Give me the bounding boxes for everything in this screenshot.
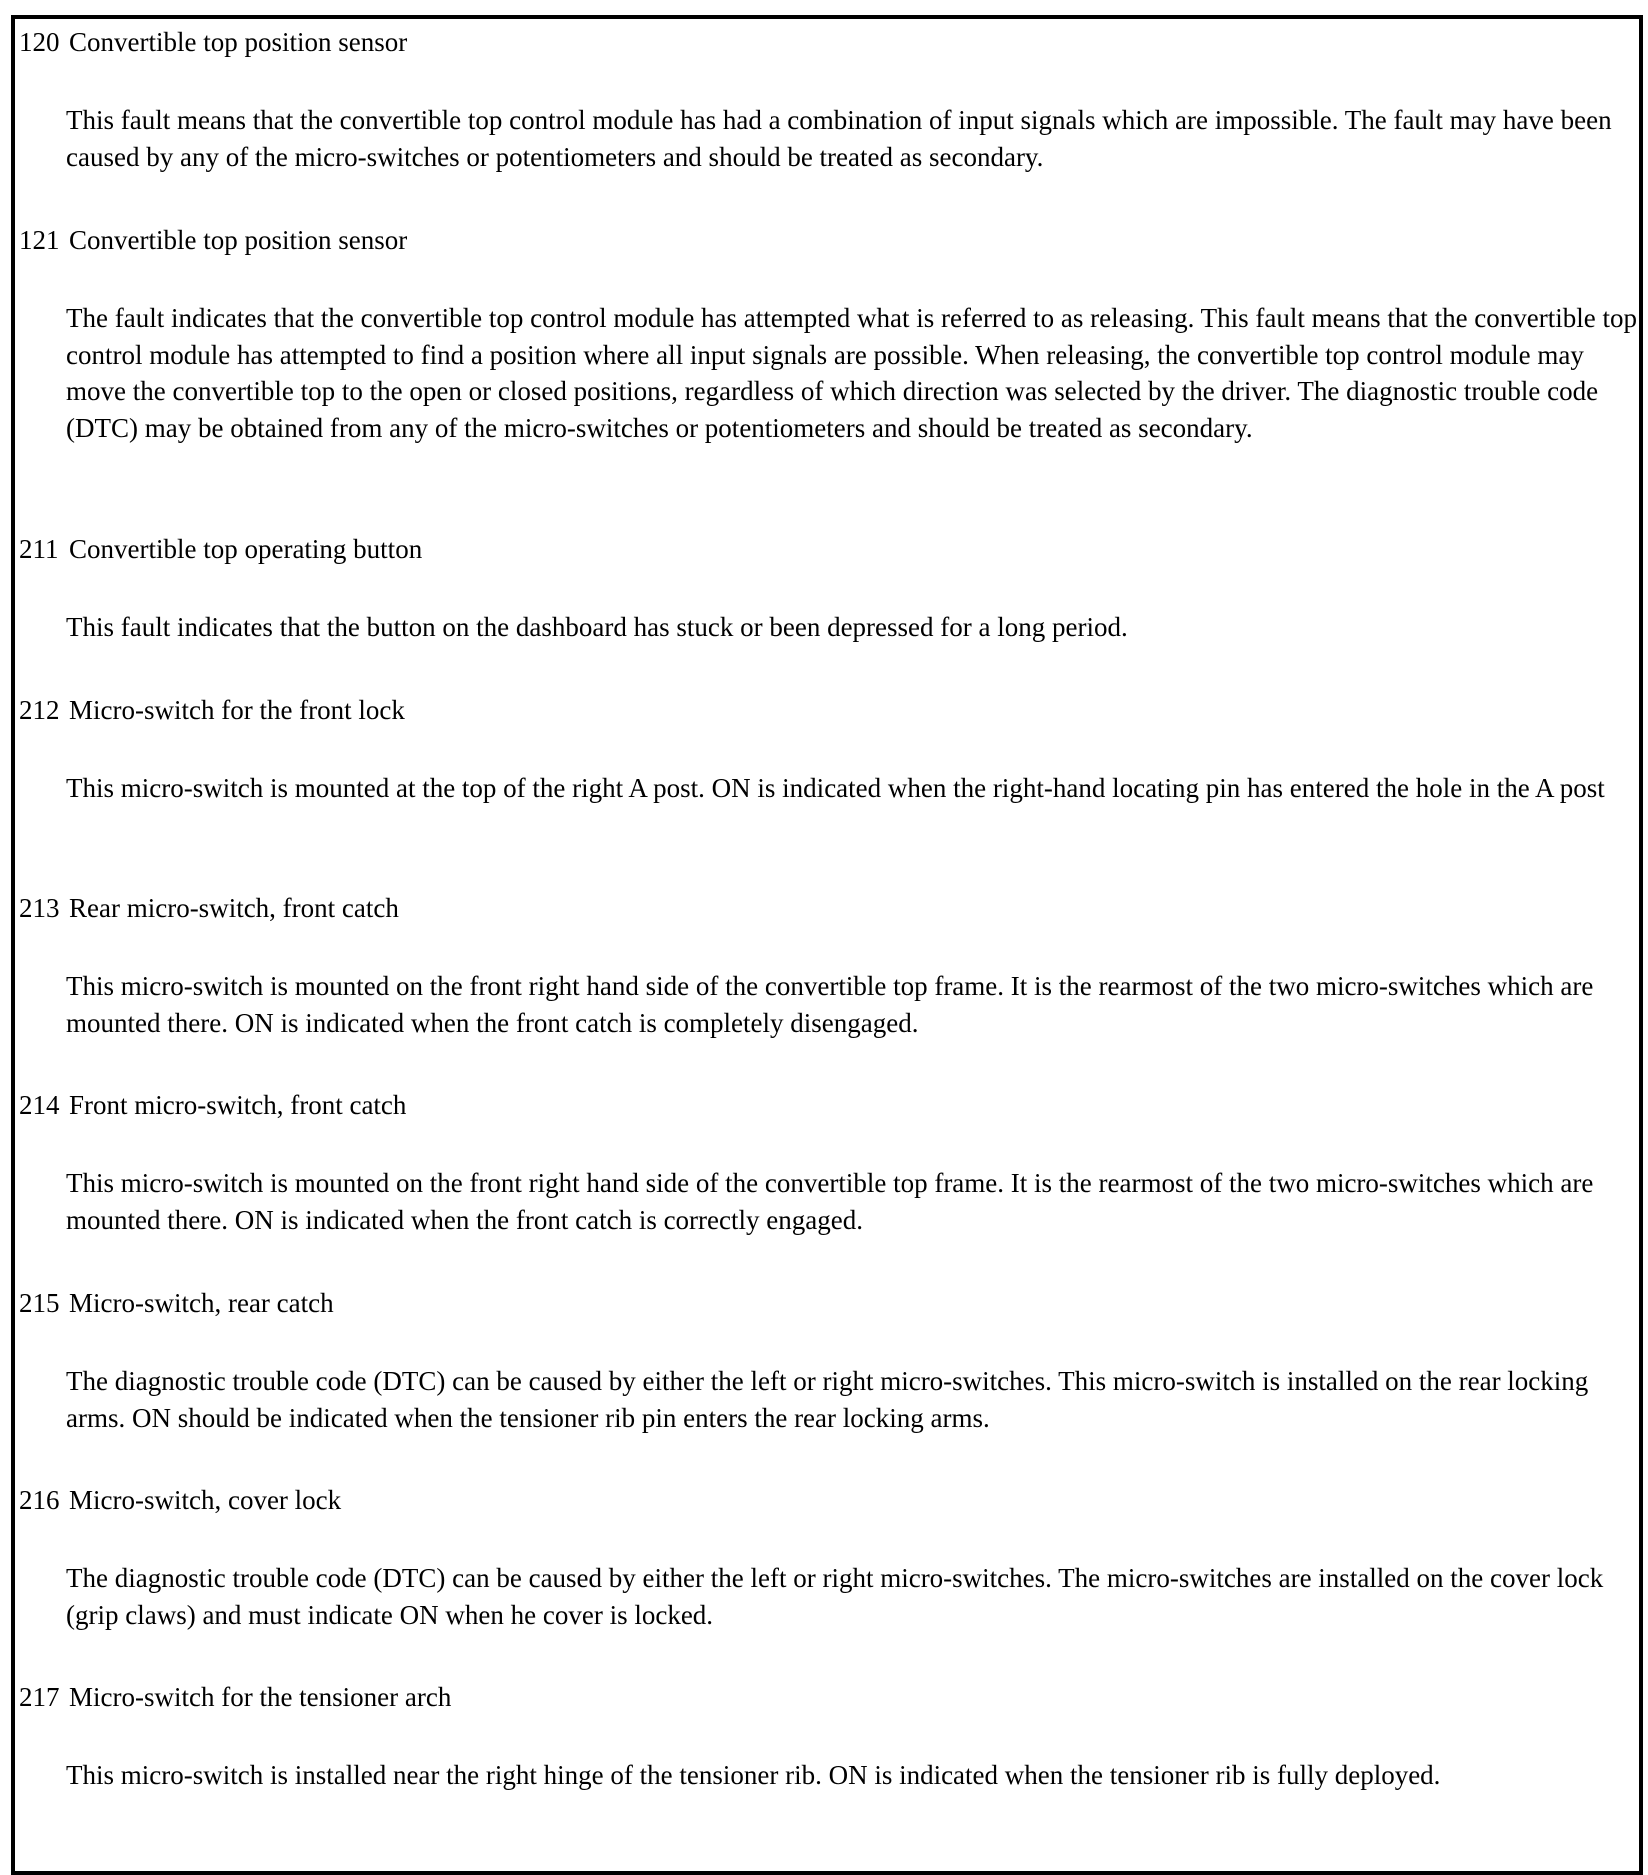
fault-description: This micro-switch is installed near the right hinge of the tensioner rib. ON is indicated when the tensioner rib is fully deployed. [66,1760,1441,1790]
fault-heading [19,531,422,567]
fault-heading [19,1087,406,1123]
fault-title: Micro-switch, rear catch [69,1288,334,1318]
fault-description: The diagnostic trouble code (DTC) can be caused by either the left or right micro-switches. This micro-switch is installed on the rear locking arms. ON should be indicated when the tensioner rib pin enters the rear locking arms. [66,1366,1589,1433]
fault-description: The fault indicates that the convertible top control module has attempted what is referred to as releasing. This fault means that the convertible top control module has attempted to find a position where all input signals are possible. When releasing, the convertible top control module may move the convertible top to the open or closed positions, regardless of which direction was selected by the driver. The diagnostic trouble code (DTC) may be obtained from any of the micro-switches or potentiometers and should be treated as secondary. [66,303,1637,443]
fault-description: This micro-switch is mounted at the top of the right A post. ON is indicated when the right-hand locating pin has entered the hole in the A post [66,773,1605,803]
fault-title: Convertible top operating button [69,534,423,564]
fault-title: Micro-switch for the front lock [69,695,405,725]
fault-code: 211 [19,534,59,564]
fault-code: 214 [19,1090,60,1120]
fault-code: 212 [19,695,60,725]
fault-description: This micro-switch is mounted on the front right hand side of the convertible top frame. It is the rearmost of the two micro-switches which are mounted there. ON is indicated when the front catch is correctly engaged. [66,1168,1594,1235]
fault-code: 120 [19,27,60,57]
fault-code-table [11,15,1643,1875]
fault-code: 217 [19,1682,60,1712]
fault-heading [19,222,407,258]
fault-heading [19,1482,341,1518]
fault-title: Micro-switch for the tensioner arch [69,1682,452,1712]
fault-code: 213 [19,893,60,923]
fault-title: Convertible top position sensor [69,27,408,57]
fault-heading [19,692,405,728]
fault-description: This fault indicates that the button on the dashboard has stuck or been depressed for a long period. [66,612,1128,642]
fault-heading [19,1679,451,1715]
fault-description: The diagnostic trouble code (DTC) can be caused by either the left or right micro-switches. The micro-switches are installed on the cover lock (grip claws) and must indicate ON when he cover is locked. [66,1563,1604,1630]
fault-code: 216 [19,1485,60,1515]
fault-description: This micro-switch is mounted on the front right hand side of the convertible top frame. It is the rearmost of the two micro-switches which are mounted there. ON is indicated when the front catch is completely disengaged. [66,971,1594,1038]
fault-title: Rear micro-switch, front catch [69,893,399,923]
fault-title: Front micro-switch, front catch [69,1090,407,1120]
fault-title: Micro-switch, cover lock [69,1485,342,1515]
fault-title: Convertible top position sensor [69,225,408,255]
fault-code: 215 [19,1288,60,1318]
fault-heading [19,24,407,60]
fault-description: This fault means that the convertible top control module has had a combination of input signals which are impossible. The fault may have been caused by any of the micro-switches or potentiometers and should be treated as secondary. [66,105,1612,172]
fault-heading [19,890,399,926]
fault-heading [19,1285,334,1321]
fault-code: 121 [19,225,60,255]
